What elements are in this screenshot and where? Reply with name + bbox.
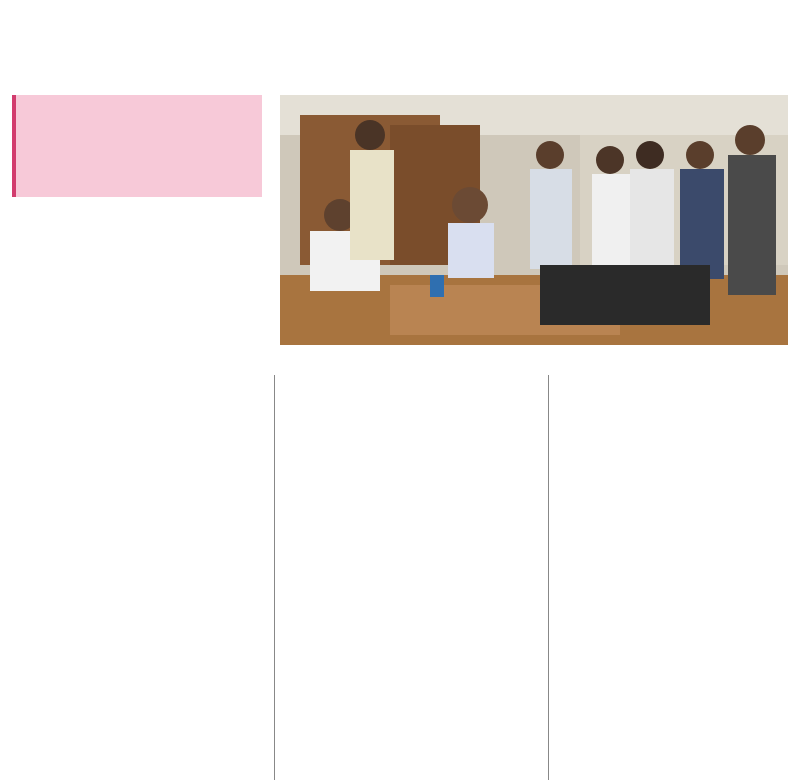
story-development-subhead-1 [552,395,788,423]
press-meeting-photo-icon [280,95,788,345]
column-3 [552,458,788,780]
story-development-subhead-2 [552,425,788,453]
photo-caption [280,347,788,369]
column-rule-2 [548,375,549,780]
story-trust-subhead-1 [12,648,270,676]
column-1-lower [12,712,270,784]
column-rule-1 [274,375,275,780]
column-2 [280,380,542,780]
story-trust-subhead-2 [12,678,270,706]
page-headline [12,8,788,80]
column-1 [12,208,270,642]
story-deck [12,95,262,197]
news-photo [280,95,788,345]
